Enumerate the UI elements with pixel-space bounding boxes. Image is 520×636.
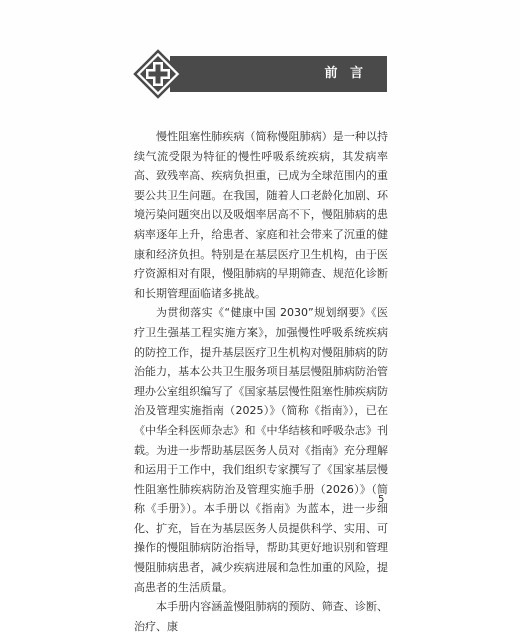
chapter-title: 前 言 — [324, 66, 367, 81]
chapter-header-bar — [170, 56, 387, 92]
paragraph-1: 慢性阻塞性肺疾病（简称慢阻肺病）是一种以持续气流受限为特征的慢性呼吸系统疾病，其发病率高、致残率高、疾病负担重，已成为全球范围内的重要公共卫生问题。在我国，随着人口老龄化加剧、环境污染问题突出以及吸烟率居高不下，慢阻肺病的患病率逐年上升，给患者、家庭和社会带来了沉重的健康和经济负担。特别是在基层医疗卫生机构，由于医疗资源相对有限，慢阻肺病的早期筛查、规范化诊断和长期管理面临诸多挑战。 — [134, 130, 388, 300]
paragraph-2: 为贯彻落实《“健康中国 2030”规划纲要》《医疗卫生强基工程实施方案》，加强慢性呼吸系统疾病的防控工作，提升基层医疗卫生机构对慢阻肺病的防治能力，基本公共卫生服务项目基层慢阻肺病防治管理办公室组织编写了《国家基层慢性阻塞性肺疾病防治及管理实施指南（2025）》（简称《指南》），已在《中华全科医师杂志》和《中华结核和呼吸杂志》刊载。为进一步帮助基层医务人员对《指南》充分理解和运用于工作中，我们组织专家撰写了《国家基层慢性阻塞性肺疾病防治及管理实施手册（2026）》（简称《手册》）。本手册以《指南》为蓝本，进一步细化、扩充，旨在为基层医务人员提供科学、实用、可操作的慢阻肺病防治指导，帮助其更好地识别和管理慢阻肺病患者，减少疾病进展和急性加重的风险，提高患者的生活质量。 — [134, 306, 388, 594]
preface-body — [134, 127, 388, 636]
medical-cross-emblem-icon — [134, 50, 182, 98]
page-number: 5 — [378, 494, 385, 505]
paragraph-3: 本手册内容涵盖慢阻肺病的预防、筛查、诊断、治疗、康 — [134, 600, 388, 633]
